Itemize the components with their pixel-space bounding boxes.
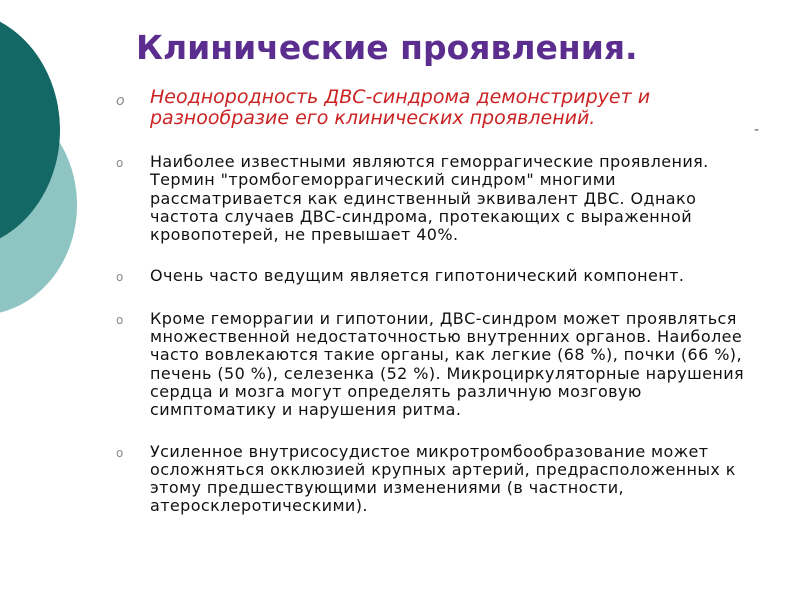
bullet-marker-icon: o [116, 312, 124, 327]
bullet-marker-icon: o [116, 270, 124, 285]
bullet-marker-icon: o [116, 93, 125, 109]
bullet-item-organ-failure [116, 310, 756, 420]
bullet-text: Усиленное внутрисосудистое микротромбообразование может осложняться окклюзией крупных артерий, предрасположенных к этому предшествующими изменениями (в частности, атеросклеротическими). [150, 441, 736, 516]
bullet-item-hemorrhagic [116, 153, 756, 244]
bullet-item-hypotonic [116, 267, 756, 285]
bullet-text: Очень часто ведущим является гипотонический компонент. [150, 266, 685, 286]
bullet-marker-icon: o [116, 156, 124, 170]
bullet-item-intro [116, 87, 756, 129]
bullet-marker-icon: o [116, 445, 124, 460]
bullet-text: Наиболее известными являются геморрагические проявления. Термин "тромбогеморрагический синдром" многими рассматривается как единственный эквивалент ДВС. Однако частота случаев ДВС-синдрома, протекающих с выраженной кровопотерей, не превышает 40%. [150, 152, 709, 245]
slide-title: Клинические проявления. [136, 28, 638, 67]
bullet-text: Неоднородность ДВС-синдрома демонстрирует и разнообразие его клинических проявлений. [150, 86, 651, 129]
bullet-text: Кроме геморрагии и гипотонии, ДВС-синдром может проявляться множественной недостаточностью внутренних органов. Наиболее часто вовлекаются такие органы, как легкие (68 %), почки (66 %), печень (50 %), селезенка (52 %). Микроциркуляторные нарушения сердца и мозга могут определять различную мозговую симптоматику и нарушения ритма. [150, 308, 745, 420]
dash-mark: - [754, 122, 760, 138]
bullet-list [116, 87, 756, 516]
bullet-item-microthrombosis [116, 443, 756, 516]
